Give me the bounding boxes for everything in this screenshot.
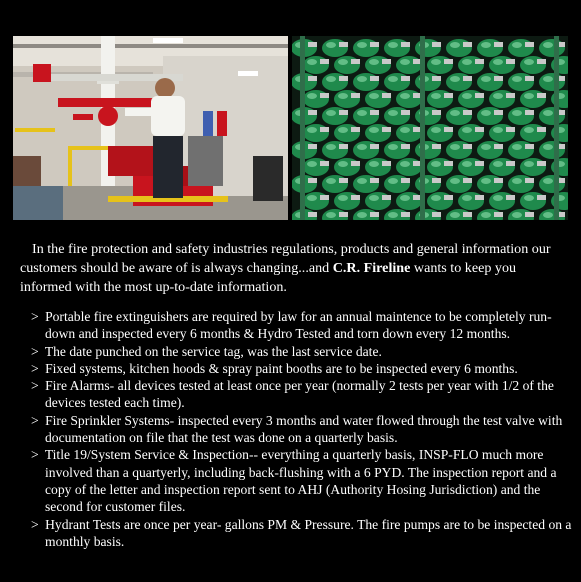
cylinder-body [415,73,441,91]
cylinder-highlight [357,144,367,150]
sprinkler-riser-illustration [13,36,288,220]
cylinder-body [396,56,422,74]
cylinder-valve [351,127,360,132]
cylinder-highlight [493,93,503,99]
cylinder-highlight [462,195,472,201]
cylinder-highlight [431,195,441,201]
cylinder-body [303,158,329,176]
cylinder-valve [494,42,503,47]
cylinder-highlight [369,127,379,133]
cylinder-body [520,192,546,210]
cylinder-highlight [388,178,398,184]
intro-text-after: wants to keep you informed with the most up-to-date information. [20,260,517,295]
cylinder-valve [370,76,379,81]
cylinder-body [353,141,379,159]
cylinder-valve [401,212,410,217]
list-item-text: Fire Alarms- all devices tested at least once per year (normally 2 tests per year with 1/2 of the devices tested each time). [45,378,554,411]
cylinder-highlight [431,59,441,65]
cylinder-highlight [400,195,410,201]
list-item [31,377,576,412]
cylinder-highlight [450,144,460,150]
cylinder-highlight [357,178,367,184]
cylinder-valve [432,110,441,115]
cylinder-body [477,107,503,125]
cylinder-valve [494,110,503,115]
cylinder-valve [432,212,441,217]
cylinder-body [322,107,348,125]
company-name: C.R. Fireline [332,260,411,276]
cylinder-valve [308,212,317,217]
cylinder-body [384,73,410,91]
bullet-marker: > [31,516,39,532]
cylinder-body [539,39,565,57]
cylinder-body [396,158,422,176]
cylinder-body [396,192,422,210]
cylinder-valve [339,76,348,81]
cylinder-highlight [307,59,317,65]
list-item [31,360,576,377]
cylinder-highlight [462,93,472,99]
cylinder-valve [308,110,317,115]
cylinder-body [446,141,472,159]
cylinder-body [458,158,484,176]
cylinder-highlight [512,42,522,48]
cylinder-valve [320,195,329,200]
cylinder-body [520,90,546,108]
cylinder-body [427,56,453,74]
cylinder-highlight [450,178,460,184]
cylinder-body [353,39,379,57]
cylinder-highlight [543,178,553,184]
cylinder-body [353,107,379,125]
cylinder-body [427,158,453,176]
cylinder-highlight [481,110,491,116]
cylinder-valve [351,161,360,166]
cylinder-highlight [369,59,379,65]
cylinder-body [508,175,534,193]
cylinder-valve [320,93,329,98]
list-item-text: Fire Sprinkler Systems- inspected every 3 months and water flowed through the test valve with documentation on file that the test was done on a quarterly basis. [45,412,563,446]
cylinder-highlight [543,144,553,150]
cylinder-valve [320,59,329,64]
cylinder-body [458,90,484,108]
cylinder-body [396,124,422,142]
cylinder-valve [401,42,410,47]
cylinder-valve [506,195,515,200]
cylinder-highlight [481,42,491,48]
cylinder-valve [432,76,441,81]
intro-paragraph [20,240,565,297]
fire-extinguisher-cylinders-photo [292,36,568,220]
cylinder-valve [382,127,391,132]
cylinder-highlight [326,110,336,116]
cylinder-valve [432,178,441,183]
cylinder-highlight [431,127,441,133]
cylinder-highlight [369,161,379,167]
cylinder-highlight [450,212,460,218]
cylinder-highlight [450,110,460,116]
cylinder-valve [320,127,329,132]
cylinder-highlight [326,178,336,184]
cylinder-valve [525,76,534,81]
cylinder-highlight [481,144,491,150]
cylinder-body [365,56,391,74]
cylinder-highlight [388,144,398,150]
cylinder-valve [401,110,410,115]
cylinder-valve [339,110,348,115]
cylinder-valve [525,212,534,217]
cylinder-highlight [493,127,503,133]
cylinder-highlight [543,212,553,218]
cylinder-valve [463,144,472,149]
cylinder-body [458,124,484,142]
cylinder-valve [444,161,453,166]
cylinder-valve [525,110,534,115]
list-item [31,446,576,515]
cylinder-highlight [493,195,503,201]
cylinder-body [322,175,348,193]
cylinder-body [303,124,329,142]
list-item-text: Portable fire extinguishers are required by law for an annual maintence to be completely run-down and inspected every 6 months & Hydro Tested and torn down every 12 months. [45,309,552,342]
cylinder-valve [475,127,484,132]
cylinder-body [353,73,379,91]
cylinder-highlight [493,161,503,167]
cylinder-valve [432,42,441,47]
list-item-text: Title 19/System Service & Inspection-- everything a quarterly basis, INSP-FLO much more involved than a quartyerly, including back-flushing with a 6 PYD. The inspection report and a copy of the letter and inspection report sent to AHJ (Authority Hosing Jurisdiction) and the second for customer files. [44,447,557,515]
cylinder-highlight [388,110,398,116]
cylinder-valve [351,93,360,98]
cylinder-highlight [543,42,553,48]
cylinder-highlight [326,212,336,218]
cylinder-highlight [524,161,534,167]
cylinder-highlight [493,59,503,65]
cylinder-valve [475,195,484,200]
cylinder-valve [494,144,503,149]
cylinder-highlight [400,93,410,99]
sprinkler-riser-technician-photo [13,36,288,220]
cylinder-body [520,158,546,176]
bullet-marker: > [31,360,39,376]
cylinder-body [539,107,565,125]
cylinder-valve [432,144,441,149]
cylinder-highlight [524,59,534,65]
cylinder-highlight [462,161,472,167]
info-list [31,308,576,550]
cylinder-body [520,124,546,142]
cylinder-body [415,39,441,57]
cylinder-body [508,73,534,91]
cylinder-valve [444,93,453,98]
cylinder-body [365,124,391,142]
cylinder-highlight [450,76,460,82]
cylinder-highlight [307,127,317,133]
cylinder-highlight [543,76,553,82]
bullet-marker: > [31,343,39,359]
cylinder-valve [525,178,534,183]
cylinder-body [353,175,379,193]
cylinder-highlight [512,178,522,184]
cylinder-body [384,141,410,159]
cylinder-highlight [512,110,522,116]
cylinder-highlight [338,161,348,167]
cylinder-highlight [481,76,491,82]
cylinder-valve [401,178,410,183]
cylinder-body [303,90,329,108]
cylinder-body [508,107,534,125]
cylinder-body [489,90,515,108]
cylinder-body [489,158,515,176]
cylinder-valve [444,59,453,64]
cylinder-highlight [307,195,317,201]
cylinder-highlight [543,110,553,116]
cylinder-highlight [338,93,348,99]
cylinder-valve [382,195,391,200]
cylinder-body [539,73,565,91]
cylinder-valve [506,127,515,132]
cylinder-body [458,56,484,74]
cylinder-body [446,175,472,193]
list-item [31,516,576,551]
cylinder-valve [351,59,360,64]
cylinder-highlight [431,161,441,167]
cylinder-body [489,56,515,74]
cylinder-highlight [512,144,522,150]
cylinder-body [322,141,348,159]
cylinder-highlight [450,42,460,48]
cylinder-highlight [326,76,336,82]
cylinder-body [489,124,515,142]
cylinder-valve [370,42,379,47]
cylinder-body [365,90,391,108]
rack-post [420,36,425,220]
cylinder-highlight [307,93,317,99]
cylinder-body [365,192,391,210]
list-item-text: Hydrant Tests are once per year- gallons PM & Pressure. The fire pumps are to be inspected on a monthly basis. [45,516,572,549]
cylinder-body [446,107,472,125]
cylinder-body [322,39,348,57]
cylinder-highlight [400,161,410,167]
cylinder-body [415,175,441,193]
cylinder-body [322,73,348,91]
cylinder-highlight [524,127,534,133]
cylinder-valve [370,110,379,115]
cylinder-body [477,39,503,57]
cylinder-valve [444,127,453,132]
cylinder-valve [401,76,410,81]
cylinder-valve [320,161,329,166]
cylinder-rack-illustration [292,36,568,220]
cylinder-valve [494,178,503,183]
cylinder-highlight [481,212,491,218]
cylinder-valve [382,161,391,166]
cylinder-valve [537,59,546,64]
cylinder-body [334,124,360,142]
cylinder-body [303,192,329,210]
cylinder-body [427,124,453,142]
cylinder-body [415,141,441,159]
cylinder-valve [463,42,472,47]
cylinder-body [458,192,484,210]
rack-post [554,36,559,220]
cylinder-highlight [357,42,367,48]
cylinder-body [334,56,360,74]
cylinder-body [365,158,391,176]
cylinder-valve [444,195,453,200]
cylinder-valve [308,76,317,81]
cylinder-valve [537,195,546,200]
cylinder-highlight [326,144,336,150]
cylinder-highlight [357,212,367,218]
cylinder-highlight [357,76,367,82]
cylinder-valve [351,195,360,200]
cylinder-body [539,141,565,159]
cylinder-valve [339,42,348,47]
intro-text-before: In the fire protection and safety industries regulations, products and general information our customers should be aware of is always changing...and [20,241,551,276]
cylinder-highlight [388,76,398,82]
cylinder-body [384,107,410,125]
cylinder-highlight [462,127,472,133]
cylinder-valve [370,212,379,217]
cylinder-highlight [400,127,410,133]
cylinder-body [384,175,410,193]
cylinder-valve [463,212,472,217]
list-item-text: Fixed systems, kitchen hoods & spray paint booths are to be inspected every 6 months. [45,360,518,376]
cylinder-valve [475,59,484,64]
cylinder-valve [370,144,379,149]
cylinder-body [477,175,503,193]
cylinder-valve [339,144,348,149]
cylinder-body [508,141,534,159]
cylinder-valve [339,212,348,217]
list-item [31,343,576,360]
cylinder-valve [506,93,515,98]
cylinder-body [427,90,453,108]
cylinder-body [427,192,453,210]
cylinder-body [446,39,472,57]
cylinder-body [334,158,360,176]
cylinder-body [396,90,422,108]
cylinder-valve [475,161,484,166]
list-item [31,412,576,447]
cylinder-valve [463,76,472,81]
cylinder-highlight [462,59,472,65]
cylinder-body [334,90,360,108]
list-item [31,308,576,343]
cylinder-highlight [388,42,398,48]
cylinder-body [508,39,534,57]
cylinder-body [539,175,565,193]
cylinder-valve [506,161,515,166]
cylinder-highlight [512,212,522,218]
cylinder-valve [537,93,546,98]
cylinder-highlight [338,127,348,133]
cylinder-highlight [481,178,491,184]
cylinder-body [303,56,329,74]
cylinder-valve [401,144,410,149]
cylinder-body [477,73,503,91]
cylinder-highlight [307,161,317,167]
list-item-text: The date punched on the service tag, was the last service date. [44,343,382,359]
cylinder-valve [339,178,348,183]
cylinder-valve [525,42,534,47]
cylinder-highlight [326,42,336,48]
cylinder-highlight [369,93,379,99]
bullet-marker: > [31,378,39,394]
cylinder-highlight [400,59,410,65]
cylinder-highlight [512,76,522,82]
cylinder-body [489,192,515,210]
cylinder-body [477,141,503,159]
cylinder-body [334,192,360,210]
cylinder-valve [506,59,515,64]
cylinder-valve [308,144,317,149]
cylinder-highlight [357,110,367,116]
cylinder-highlight [524,93,534,99]
cylinder-highlight [388,212,398,218]
cylinder-valve [308,178,317,183]
bullet-marker: > [31,412,39,428]
cylinder-highlight [431,93,441,99]
bullet-marker: > [31,447,39,463]
rack-post [300,36,305,220]
cylinder-valve [463,110,472,115]
cylinder-valve [494,76,503,81]
cylinder-valve [463,178,472,183]
cylinder-valve [308,42,317,47]
cylinder-highlight [338,195,348,201]
cylinder-valve [370,178,379,183]
cylinder-valve [494,212,503,217]
cylinder-highlight [524,195,534,201]
cylinder-valve [537,161,546,166]
cylinder-valve [382,93,391,98]
bullet-marker: > [31,309,39,324]
cylinder-valve [382,59,391,64]
cylinder-body [520,56,546,74]
cylinder-body [415,107,441,125]
cylinder-valve [537,127,546,132]
cylinder-highlight [369,195,379,201]
cylinder-body [384,39,410,57]
cylinder-valve [525,144,534,149]
cylinder-highlight [338,59,348,65]
cylinder-body [446,73,472,91]
cylinder-valve [475,93,484,98]
